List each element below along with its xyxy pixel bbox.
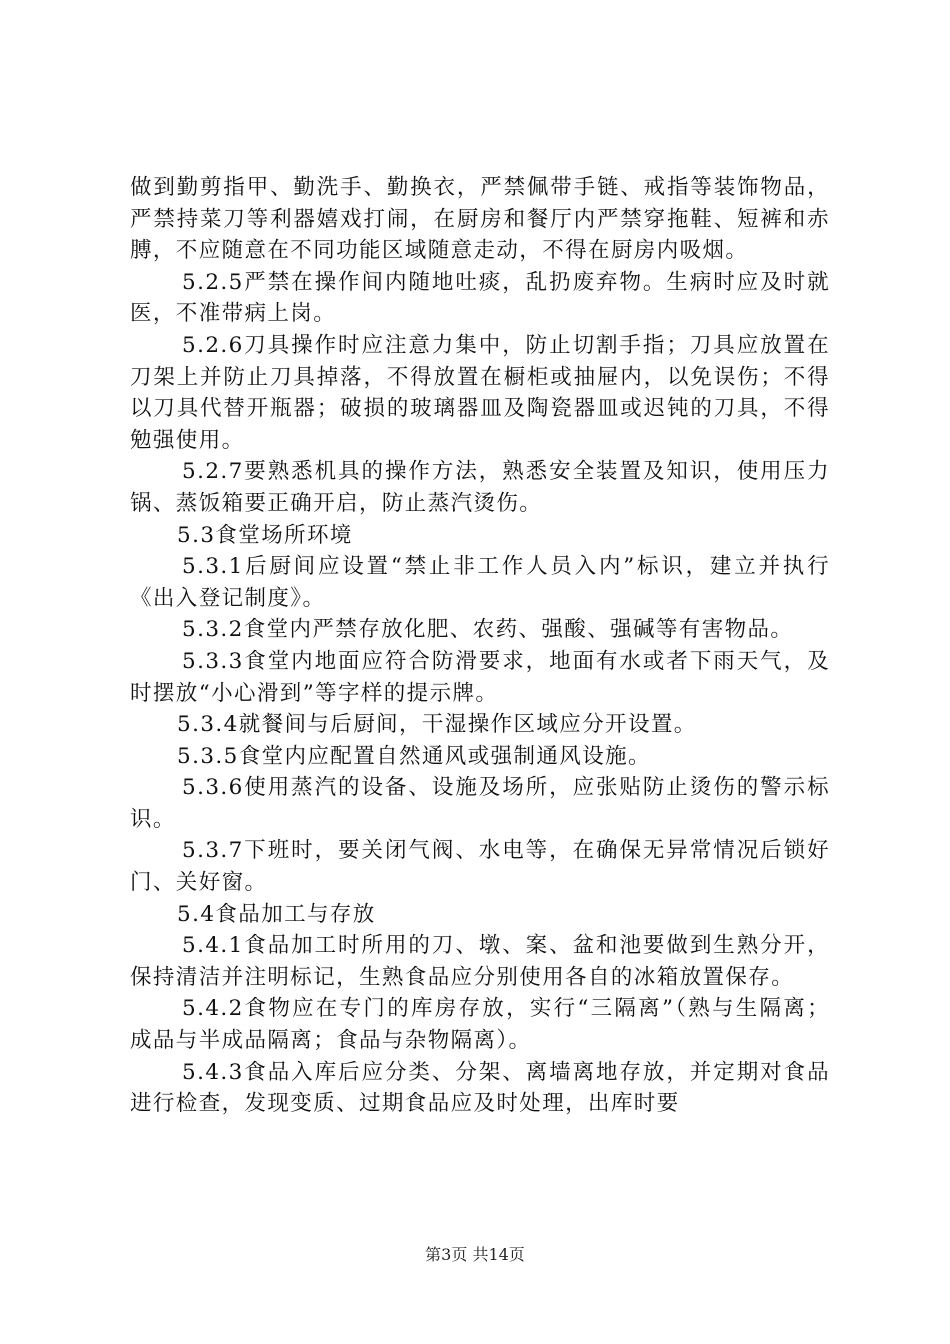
paragraph-5-3-6: 5.3.6使用蒸汽的设备、设施及场所，应张贴防止烫伤的警示标识。 [130, 775, 830, 832]
paragraph-5-2-6: 5.2.6刀具操作时应注意力集中，防止切割手指；刀具应放置在刀架上并防止刀具掉落，不得放置在橱柜或抽屉内，以免误伤；不得以刀具代替开瓶器；破损的玻璃器皿及陶瓷器皿或迟钝的刀具，不得勉强使用。 [130, 332, 830, 453]
section-heading-5-4: 5.4食品加工与存放 [177, 901, 376, 927]
section-heading-5-3: 5.3食堂场所环境 [177, 522, 353, 548]
paragraph-5-4-2: 5.4.2食物应在专门的库房存放，实行“三隔离”（熟与生隔离；成品与半成品隔离；食品与杂物隔离）。 [130, 996, 830, 1054]
paragraph-5-3-3: 5.3.3食堂内地面应符合防滑要求，地面有水或者下雨天气，及时摆放“小心滑到”等字样的提示牌。 [130, 648, 830, 706]
paragraph-5-4-1: 5.4.1食品加工时所用的刀、墩、案、盆和池要做到生熟分开，保持清洁并注明标记，生熟食品应分别使用各自的冰箱放置保存。 [130, 933, 830, 990]
document-body [130, 172, 830, 1120]
paragraph-5-3-1: 5.3.1后厨间应设置“禁止非工作人员入内”标识，建立并执行《出入登记制度》。 [130, 554, 830, 611]
page-footer: 第3页 共14页 [425, 1245, 525, 1264]
paragraph-5-3-5: 5.3.5食堂内应配置自然通风或强制通风设施。 [177, 743, 651, 769]
paragraph-continuation: 做到勤剪指甲、勤洗手、勤换衣，严禁佩带手链、戒指等装饰物品，严禁持菜刀等利器嬉戏打闹，在厨房和餐厅内严禁穿拖鞋、短裤和赤膊，不应随意在不同功能区域随意走动，不得在厨房内吸烟。 [130, 175, 830, 264]
paragraph-5-3-4: 5.3.4就餐间与后厨间，干湿操作区域应分开设置。 [177, 712, 697, 738]
paragraph-5-2-7: 5.2.7要熟悉机具的操作方法，熟悉安全装置及知识，使用压力锅、蒸饭箱要正确开启，防止蒸汽烫伤。 [130, 459, 830, 516]
paragraph-5-2-5: 5.2.5严禁在操作间内随地吐痰，乱扔废弃物。生病时应及时就医，不准带病上岗。 [130, 269, 830, 327]
paragraph-5-3-7: 5.3.7下班时，要关闭气阀、水电等，在确保无异常情况后锁好门、关好窗。 [130, 838, 830, 896]
paragraph-5-4-3: 5.4.3食品入库后应分类、分架、离墙离地存放，并定期对食品进行检查，发现变质、过期食品应及时处理，出库时要 [130, 1059, 830, 1117]
paragraph-5-3-2: 5.3.2食堂内严禁存放化肥、农药、强酸、强碱等有害物品。 [182, 617, 794, 643]
